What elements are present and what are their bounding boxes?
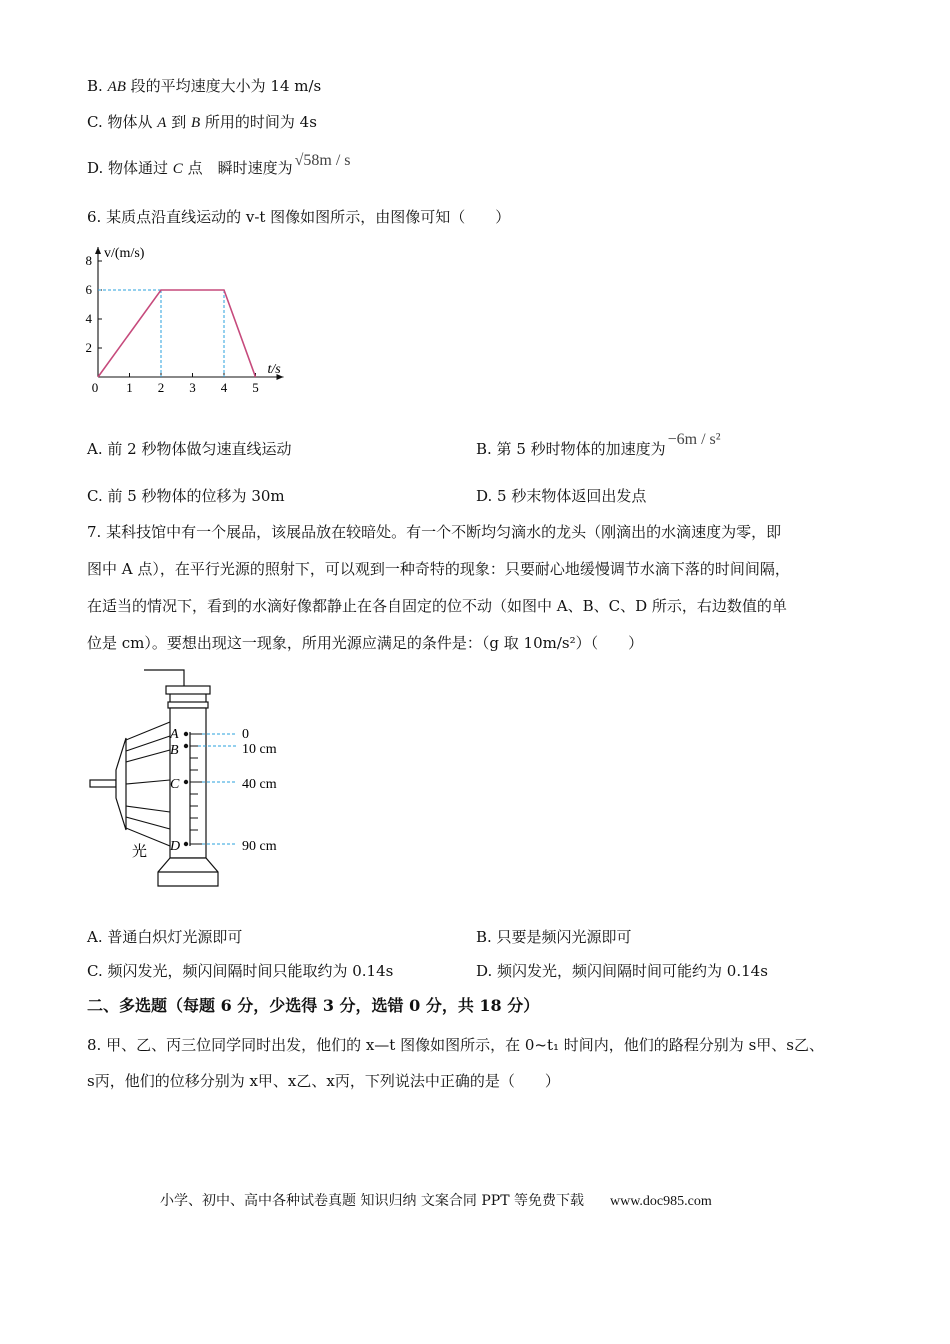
q7-line-3: 在适当的情况下，看到的水滴好像都静止在各自固定的位不动（如图中 A、B、C、D 所示，右边数值的单 [87,597,787,615]
x-tick-label: 1 [126,380,133,395]
label-a: A [170,727,179,742]
y-tick-label: 8 [85,253,92,268]
q8-line-2: s丙，他们的位移分别为 x甲、x乙、x丙，下列说法中正确的是（ ） [87,1072,560,1090]
q6-formula: −6m / s² [667,431,721,448]
chart-axes [95,247,284,380]
q8-line-1: 8. 甲、乙、丙三位同学同时出发，他们的 x—t 图像如图所示，在 0~t₁ 时间内，他们的路程分别为 s甲、s乙、 [87,1036,824,1054]
light-label: 光 [132,842,148,860]
drop-a [184,732,188,736]
drop-c [184,780,188,784]
vt-chart [80,230,320,400]
x-tick-label: 3 [189,380,196,395]
q5-option-c: C. 物体从 A 到 B 所用的时间为 4s [87,113,317,131]
y-axis-label: v/(m/s) [104,246,145,261]
x-axis-label: t/s [267,362,281,377]
x-tick-label: 4 [220,380,228,395]
q7-line-2: 图中 A 点），在平行光源的照射下，可以观到一种奇特的现象：只要耐心地缓慢调节水滴下落的时间间隔， [87,560,790,578]
x-tick-label: 2 [157,380,165,395]
q7-option-c: C. 频闪发光，频闪间隔时间只能取约为 0.14s [87,962,394,980]
q7-line-1: 7. 某科技馆中有一个展品，该展品放在较暗处。有一个不断均匀滴水的龙头（刚滴出的水滴速度为零，即 [87,523,782,541]
chart-guides [98,290,224,377]
footer-text: 小学、初中、高中各种试卷真题 知识归纳 文案合同 PPT 等免费下载 [160,1193,584,1209]
q7-option-a: A. 普通白炽灯光源即可 [87,928,243,946]
q5-formula: √58m / s [294,152,351,169]
q7-line-4: 位是 cm）。要想出现这一现象，所用光源应满足的条件是：（g 取 10m/s²）（ ） [87,634,644,652]
footer-url[interactable]: www.doc985.com [609,1194,712,1209]
section-2-heading: 二、多选题（每题 6 分，少选得 3 分，选错 0 分，共 18 分） [87,996,540,1015]
label-b: B [170,743,179,758]
x-tick-label: 0 [91,380,99,395]
q6-option-a: A. 前 2 秒物体做匀速直线运动 [87,440,292,458]
label-d: D [170,839,181,854]
q6-stem: 6. 某质点沿直线运动的 v-t 图像如图所示，由图像可知（ ） [87,208,511,226]
q7-option-d: D. 频闪发光，频闪间隔时间可能约为 0.14s [476,962,768,980]
scale-10: 10 cm [242,742,277,757]
y-tick-label: 2 [85,340,92,355]
water-drop-figure [86,664,296,892]
drop-d [184,842,188,846]
y-tick-label: 6 [85,282,92,297]
chart-labels [86,246,282,395]
chart-series [98,290,256,377]
scale-40: 40 cm [242,777,277,792]
label-c: C [170,777,180,792]
y-tick-label: 4 [85,311,92,326]
scale-90: 90 cm [242,839,277,854]
vt-series-line [98,290,256,377]
q6-option-d: D. 5 秒末物体返回出发点 [476,487,647,505]
q7-option-b: B. 只要是频闪光源即可 [476,928,632,946]
q5-option-d: D. 物体通过 C 点 瞬时速度为 √58m / s [87,152,351,177]
q6-option-b: B. 第 5 秒时物体的加速度为−6m / s² [476,431,721,458]
x-tick-label: 5 [252,380,259,395]
q6-option-c: C. 前 5 秒物体的位移为 30m [87,487,285,505]
drop-b [184,744,188,748]
q5-option-b: B. AB 段的平均速度大小为 14 m/s [87,77,322,95]
page-footer [160,1190,712,1210]
scale-0: 0 [242,727,249,742]
y-axis-arrow [95,247,101,254]
